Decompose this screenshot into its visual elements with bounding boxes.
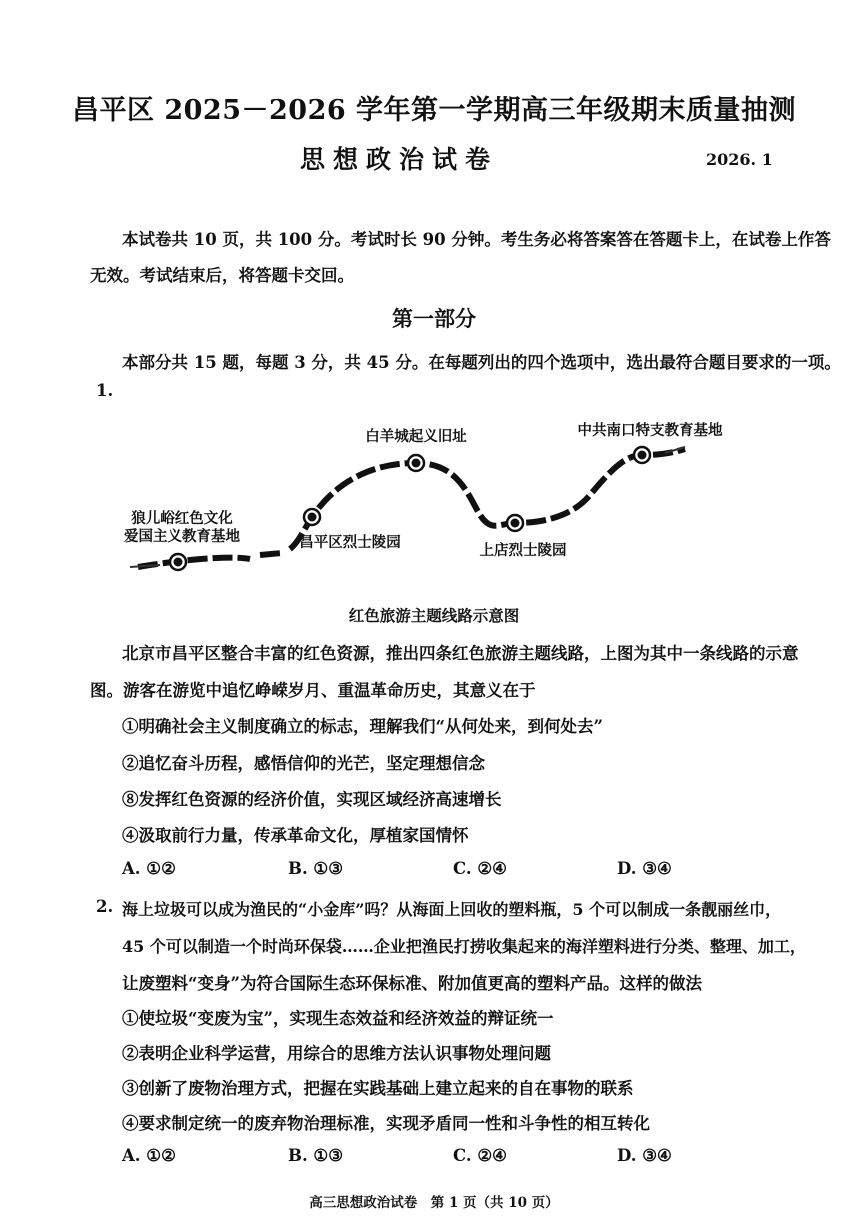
question-1-number: 1. <box>96 381 114 400</box>
label-langersu-1: 狼儿峪红色文化 <box>131 511 233 527</box>
q2-statement-3: ③创新了废物治理方式，把握在实践基础上建立起来的自在事物的联系 <box>122 1079 634 1098</box>
stop-marker-nankou <box>634 447 650 463</box>
q1-option-c[interactable]: C. ②④ <box>453 859 507 878</box>
q1-option-a[interactable]: A. ①② <box>122 859 176 878</box>
q1-option-b[interactable]: B. ①③ <box>288 859 344 878</box>
page-footer: 高三思想政治试卷 第 1 页（共 10 页） <box>309 1195 559 1211</box>
stop-marker-changping <box>304 509 320 525</box>
label-changping: 昌平区烈士陵园 <box>299 535 401 551</box>
q2-option-a[interactable]: A. ①② <box>122 1146 176 1165</box>
q1-stem-line-1: 北京市昌平区整合丰富的红色资源，推出四条红色旅游主题线路，上图为其中一条线路的示意 <box>122 644 799 663</box>
q2-option-b[interactable]: B. ①③ <box>288 1146 344 1165</box>
q2-stem-line-2: 45 个可以制造一个时尚环保袋……企业把渔民打捞收集起来的海洋塑料进行分类、整理、加工， <box>122 937 806 956</box>
exam-date: 2026. 1 <box>706 150 773 169</box>
stop-marker-shangdian <box>507 515 523 531</box>
exam-subtitle: 思想政治试卷 <box>300 145 499 174</box>
q2-option-d[interactable]: D. ③④ <box>617 1146 672 1165</box>
question-2-number: 2. <box>96 897 114 916</box>
label-langersu-2: 爱国主义教育基地 <box>124 529 240 545</box>
section-intro: 本部分共 15 题，每题 3 分，共 45 分。在每题列出的四个选项中，选出最符合题目要求的一项。 <box>122 353 841 372</box>
label-nankou: 中共南口特支教育基地 <box>577 423 723 439</box>
q2-statement-2: ②表明企业科学运营，用综合的思维方法认识事物处理问题 <box>122 1044 551 1063</box>
q2-option-c[interactable]: C. ②④ <box>453 1146 507 1165</box>
section-title: 第一部分 <box>392 306 476 331</box>
instructions-line-2: 无效。考试结束后，将答题卡交回。 <box>90 266 354 285</box>
figure-caption: 红色旅游主题线路示意图 <box>348 606 520 625</box>
q1-statement-1: ①明确社会主义制度确立的标志，理解我们“从何处来，到何处去” <box>122 717 603 736</box>
label-shangdian: 上店烈士陵园 <box>479 543 567 559</box>
label-baiyangcheng: 白羊城起义旧址 <box>365 429 467 445</box>
q2-statement-1: ①使垃圾“变废为宝”，实现生态效益和经济效益的辩证统一 <box>122 1009 554 1028</box>
q1-stem-line-2: 图。游客在游览中追忆峥嵘岁月、重温革命历史，其意义在于 <box>90 681 536 700</box>
stop-marker-langersu <box>170 554 186 570</box>
stop-marker-baiyangcheng <box>408 455 424 471</box>
q1-statement-2: ②追忆奋斗历程，感悟信仰的光芒，坚定理想信念 <box>122 754 485 773</box>
q1-option-d[interactable]: D. ③④ <box>617 859 672 878</box>
exam-title: 昌平区 2025－2026 学年第一学期高三年级期末质量抽测 <box>71 95 797 126</box>
q1-statement-4: ④汲取前行力量，传承革命文化，厚植家国情怀 <box>122 826 469 845</box>
route-diagram <box>120 415 740 590</box>
q2-statement-4: ④要求制定统一的废弃物治理标准，实现矛盾同一性和斗争性的相互转化 <box>122 1114 650 1133</box>
q2-stem-line-1: 海上垃圾可以成为渔民的“小金库”吗？从海面上回收的塑料瓶，5 个可以制成一条靓丽丝巾， <box>122 900 782 919</box>
q1-statement-3: ⑧发挥红色资源的经济价值，实现区域经济高速增长 <box>122 790 502 809</box>
q2-stem-line-3: 让废塑料“变身”为符合国际生态环保标准、附加值更高的塑料产品。这样的做法 <box>122 974 702 993</box>
instructions-line-1: 本试卷共 10 页，共 100 分。考试时长 90 分钟。考生务必将答案答在答题卡上，在试卷上作答 <box>122 230 831 249</box>
